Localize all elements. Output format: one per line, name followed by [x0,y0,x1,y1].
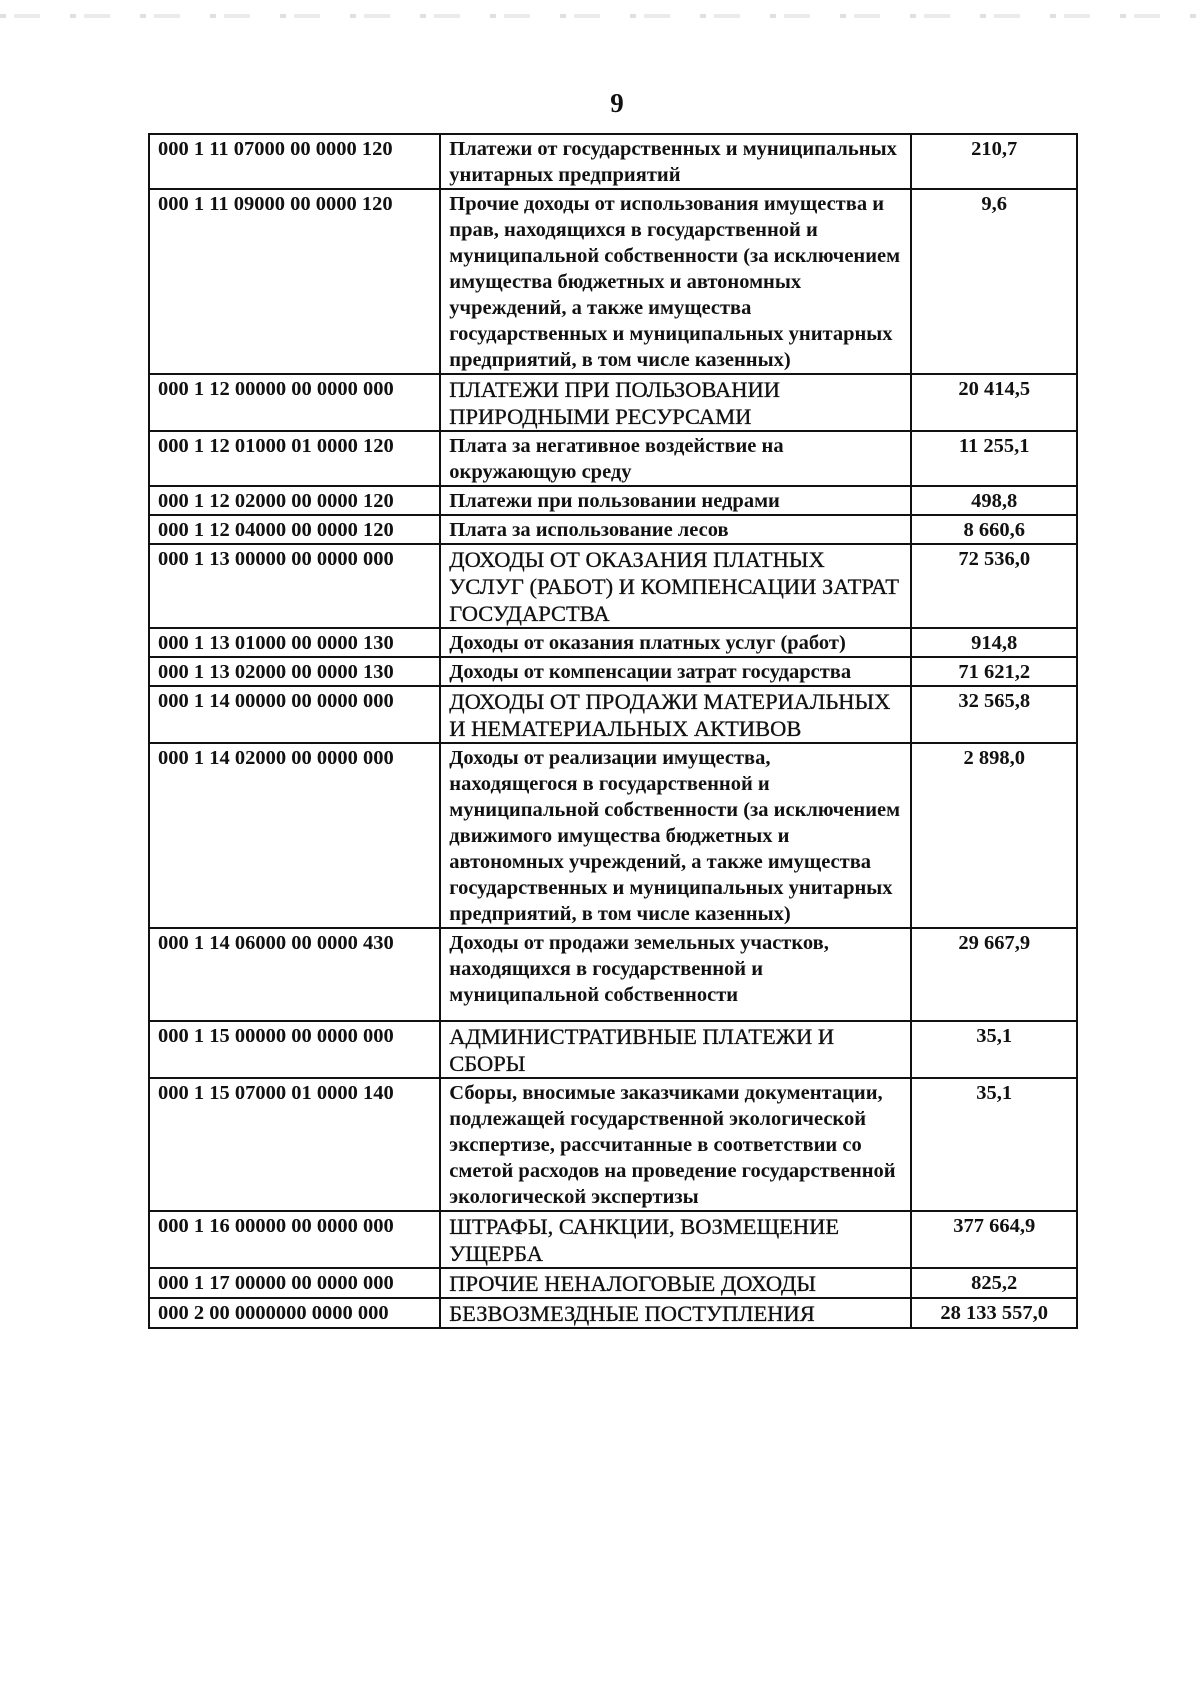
revenue-name-cell: АДМИНИСТРАТИВНЫЕ ПЛАТЕЖИ И СБОРЫ [440,1021,911,1078]
revenue-name-cell: ПЛАТЕЖИ ПРИ ПОЛЬЗОВАНИИ ПРИРОДНЫМИ РЕСУРСАМИ [440,374,911,431]
table-row [149,1298,1077,1328]
scan-edge-noise [0,14,1200,18]
revenue-name-cell: Доходы от реализации имущества, находящегося в государственной и муниципальной собственности (за исключением движимого имущества бюджетных и автономных учреждений, а также имущества государственных и муниципальных унитарных предприятий, в том числе казенных) [440,743,911,928]
budget-code-cell: 000 1 13 02000 00 0000 130 [149,657,440,686]
table-row [149,134,1077,189]
revenue-name-cell: Сборы, вносимые заказчиками документации, подлежащей государственной экологической экспертизе, рассчитанные в соответствии со сметой расходов на проведение государственной экологической экспертизы [440,1078,911,1211]
amount-cell: 498,8 [911,486,1077,515]
budget-code-cell: 000 1 16 00000 00 0000 000 [149,1211,440,1268]
revenue-name-cell: ПРОЧИЕ НЕНАЛОГОВЫЕ ДОХОДЫ [440,1268,911,1298]
table-row [149,928,1077,1021]
budget-code-cell: 000 1 12 01000 01 0000 120 [149,431,440,486]
budget-code-cell: 000 1 15 07000 01 0000 140 [149,1078,440,1211]
table-row [149,1021,1077,1078]
table-row [149,431,1077,486]
amount-cell: 32 565,8 [911,686,1077,743]
revenue-name-cell: Доходы от компенсации затрат государства [440,657,911,686]
amount-cell: 914,8 [911,628,1077,657]
amount-cell: 20 414,5 [911,374,1077,431]
revenue-name-cell: Доходы от продажи земельных участков, находящихся в государственной и муниципальной собственности [440,928,911,1021]
table-row [149,486,1077,515]
amount-cell: 35,1 [911,1078,1077,1211]
budget-code-cell: 000 1 12 02000 00 0000 120 [149,486,440,515]
budget-code-cell: 000 1 12 00000 00 0000 000 [149,374,440,431]
table-row [149,374,1077,431]
amount-cell: 29 667,9 [911,928,1077,1021]
budget-code-cell: 000 1 14 00000 00 0000 000 [149,686,440,743]
amount-cell: 825,2 [911,1268,1077,1298]
revenue-table-body [149,134,1077,1328]
revenue-name-cell: ДОХОДЫ ОТ ОКАЗАНИЯ ПЛАТНЫХ УСЛУГ (РАБОТ) И КОМПЕНСАЦИИ ЗАТРАТ ГОСУДАРСТВА [440,544,911,628]
budget-code-cell: 000 1 13 00000 00 0000 000 [149,544,440,628]
amount-cell: 28 133 557,0 [911,1298,1077,1328]
budget-code-cell: 000 1 14 06000 00 0000 430 [149,928,440,1021]
revenue-name-cell: Плата за использование лесов [440,515,911,544]
amount-cell: 210,7 [911,134,1077,189]
amount-cell: 11 255,1 [911,431,1077,486]
revenue-name-cell: ШТРАФЫ, САНКЦИИ, ВОЗМЕЩЕНИЕ УЩЕРБА [440,1211,911,1268]
revenue-name-cell: БЕЗВОЗМЕЗДНЫЕ ПОСТУПЛЕНИЯ [440,1298,911,1328]
table-row [149,1211,1077,1268]
budget-code-cell: 000 2 00 0000000 0000 000 [149,1298,440,1328]
amount-cell: 9,6 [911,189,1077,374]
revenue-name-cell: Платежи от государственных и муниципальных унитарных предприятий [440,134,911,189]
table-row [149,743,1077,928]
amount-cell: 72 536,0 [911,544,1077,628]
amount-cell: 377 664,9 [911,1211,1077,1268]
table-row [149,1268,1077,1298]
revenue-name-cell: Прочие доходы от использования имущества и прав, находящихся в государственной и муниципальной собственности (за исключением имущества бюджетных и автономных учреждений, а также имущества государственных и муниципальных унитарных предприятий, в том числе казенных) [440,189,911,374]
table-row [149,686,1077,743]
revenue-table [148,133,1078,1329]
budget-code-cell: 000 1 11 07000 00 0000 120 [149,134,440,189]
budget-code-cell: 000 1 11 09000 00 0000 120 [149,189,440,374]
budget-code-cell: 000 1 13 01000 00 0000 130 [149,628,440,657]
table-row [149,1078,1077,1211]
revenue-name-cell: ДОХОДЫ ОТ ПРОДАЖИ МАТЕРИАЛЬНЫХ И НЕМАТЕРИАЛЬНЫХ АКТИВОВ [440,686,911,743]
revenue-name-cell: Плата за негативное воздействие на окружающую среду [440,431,911,486]
table-row [149,544,1077,628]
table-row [149,657,1077,686]
budget-code-cell: 000 1 12 04000 00 0000 120 [149,515,440,544]
table-row [149,628,1077,657]
amount-cell: 2 898,0 [911,743,1077,928]
amount-cell: 35,1 [911,1021,1077,1078]
amount-cell: 8 660,6 [911,515,1077,544]
revenue-name-cell: Доходы от оказания платных услуг (работ) [440,628,911,657]
amount-cell: 71 621,2 [911,657,1077,686]
table-row [149,189,1077,374]
budget-code-cell: 000 1 17 00000 00 0000 000 [149,1268,440,1298]
page-number: 9 [610,88,624,118]
table-row [149,515,1077,544]
budget-code-cell: 000 1 14 02000 00 0000 000 [149,743,440,928]
budget-code-cell: 000 1 15 00000 00 0000 000 [149,1021,440,1078]
revenue-name-cell: Платежи при пользовании недрами [440,486,911,515]
